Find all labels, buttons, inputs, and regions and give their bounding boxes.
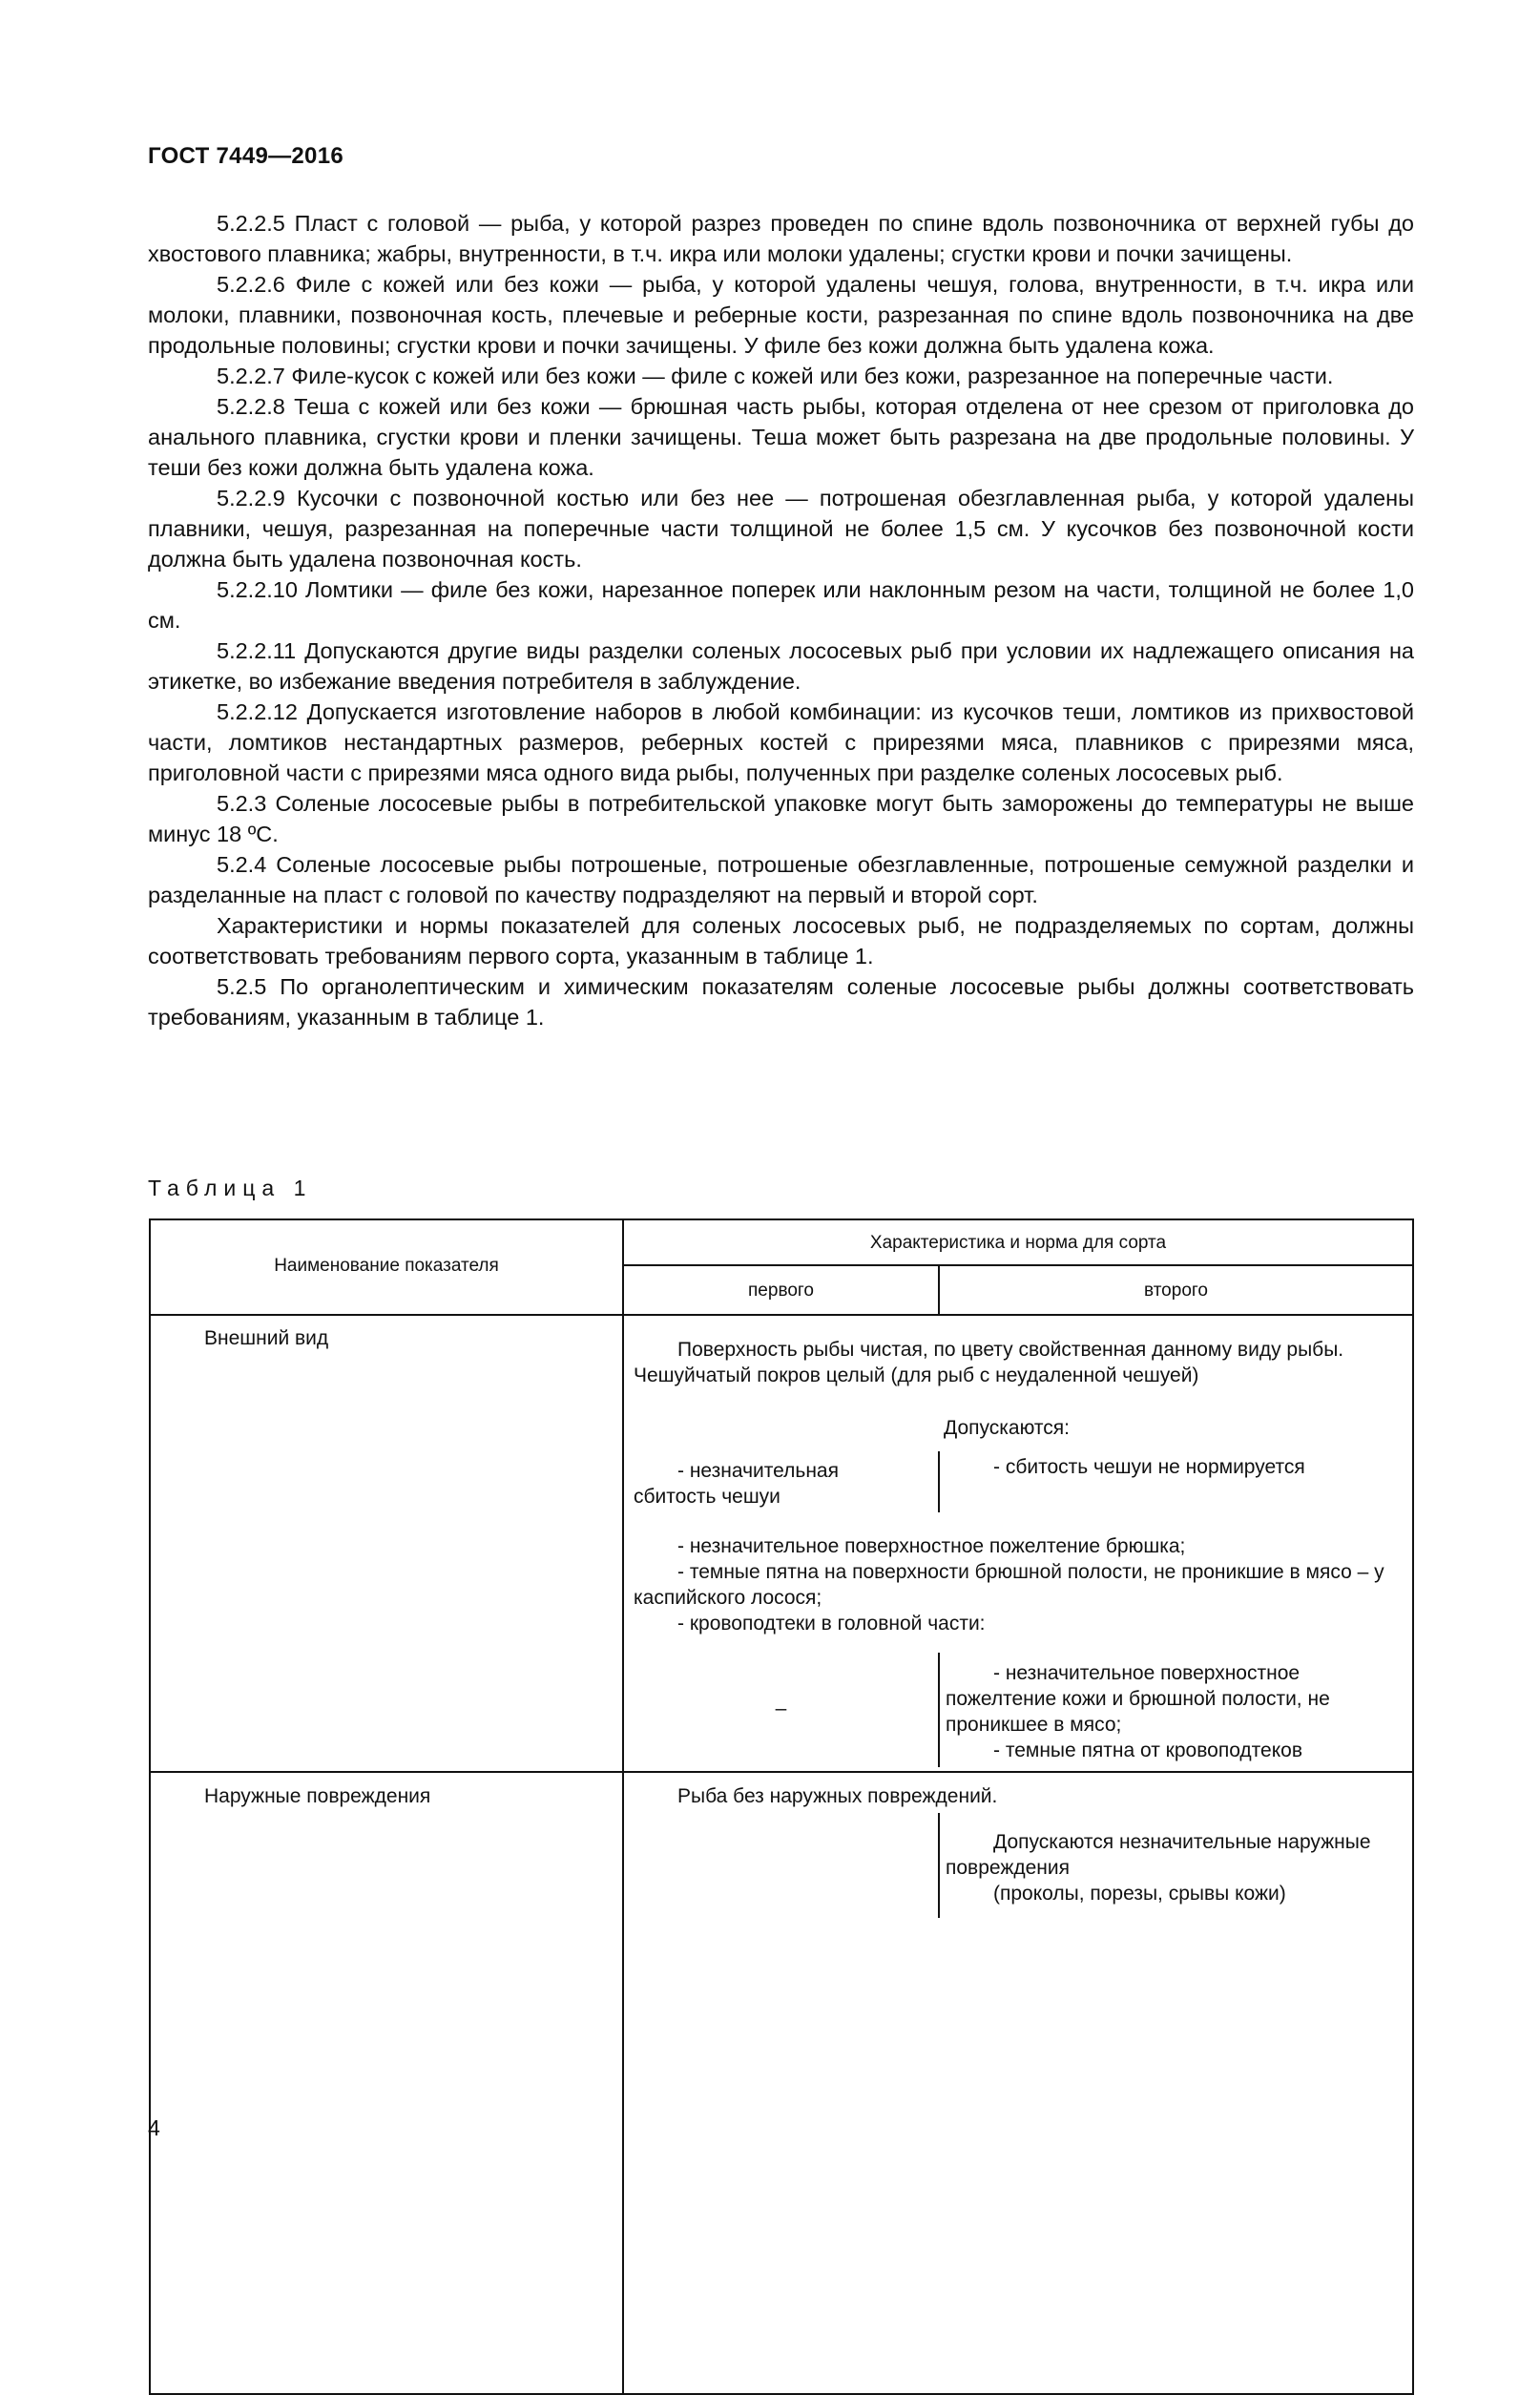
table-border-top <box>149 1218 1414 1220</box>
page-number: 4 <box>148 2115 160 2140</box>
paragraph-5-2-2-5: 5.2.2.5 Пласт с головой — рыба, у которой разрез проведен по спине вдоль позвоночника от верхней губы до хвостового плавника; жабры, внутренности, в т.ч. икра или молоки удалены; сгустки крови и почки зачищены. <box>148 211 1414 266</box>
appearance-both-grades-spots: - темные пятна на поверхности брюшной полости, не проникшие в мясо – у каспийского лосося; <box>634 1561 1384 1609</box>
header-characteristic: Характеристика и норма для сорта <box>869 1233 1167 1253</box>
document-header: ГОСТ 7449—2016 <box>148 143 344 169</box>
header-first-grade: первого <box>748 1281 814 1301</box>
external-damage-second-grade-types: (проколы, порезы, срывы кожи) <box>993 1883 1286 1905</box>
external-damage-both-grades: Рыба без наружных повреждений. <box>677 1785 998 1807</box>
appearance-allowed-label: Допускаются: <box>944 1417 1070 1439</box>
table-1 <box>149 1218 1414 2395</box>
table-border-right <box>1412 1218 1414 2395</box>
appearance-first-grade-dash: – <box>775 1697 787 1719</box>
appearance-second-grade-spots: - темные пятна от кровоподтеков <box>993 1739 1302 1761</box>
appearance-second-grade-scale: - сбитость чешуи не нормируется <box>993 1456 1305 1478</box>
paragraph-5-2-2-7: 5.2.2.7 Филе-кусок с кожей или без кожи — филе с кожей или без кожи, разрезанное на поперечные части. <box>217 364 1334 388</box>
appearance-both-grades-bruises: - кровоподтеки в головной части: <box>677 1613 986 1635</box>
paragraph-5-2-2-12: 5.2.2.12 Допускается изготовление наборов в любой комбинации: из кусочков теши, ломтиков из прихвостовой части, ломтиков нестандартных размеров, реберных костей с прирезями мяса, плавников с прирезями мяса, приголовной части с прирезями мяса одного вида рыбы, полученных при разделке соленых лососевых рыб. <box>148 699 1414 785</box>
header-sub-line <box>622 1264 1414 1266</box>
paragraph-5-2-3: 5.2.3 Соленые лососевые рыбы в потребительской упаковке могут быть заморожены до температуры не выше минус 18 ºС. <box>148 791 1414 846</box>
name-column-divider <box>622 1218 624 2395</box>
row1-divider-a <box>938 1451 940 1512</box>
row-name-external-damage: Наружные повреждения <box>204 1785 431 1807</box>
header-second-grade: второго <box>1144 1281 1208 1301</box>
table-caption: Таблица 1 <box>148 1176 313 1200</box>
row2-divider <box>938 1813 940 1918</box>
row1-divider-b <box>938 1653 940 1767</box>
paragraph-5-2-4: 5.2.4 Соленые лососевые рыбы потрошеные, потрошеные обезглавленные, потрошеные семужной разделки и разделанные на пласт с головой по качеству подразделяют на первый и второй сорт. <box>148 852 1414 907</box>
paragraph-5-2-2-9: 5.2.2.9 Кусочки с позвоночной костью или без нее — потрошеная обезглавленная рыба, у которой удалены плавники, чешуя, разрезанная на поперечные части толщиной не более 1,5 см. У кусочков без позвоночной кости должна быть удалена позвоночная кость. <box>148 486 1414 572</box>
paragraph-5-2-2-11: 5.2.2.11 Допускаются другие виды разделки соленых лососевых рыб при условии их надлежащего описания на этикетке, во избежание введения потребителя в заблуждение. <box>148 638 1414 694</box>
paragraph-5-2-2-10: 5.2.2.10 Ломтики — филе без кожи, нарезанное поперек или наклонным резом на части, толщиной не более 1,0 см. <box>148 577 1414 633</box>
appearance-both-grades-yellowing: - незначительное поверхностное пожелтение брюшка; <box>677 1535 1186 1557</box>
appearance-both-grades-text: Поверхность рыбы чистая, по цвету свойственная данному виду рыбы. Чешуйчатый покров целый (для рыб с неудаленной чешуей) <box>634 1339 1344 1386</box>
paragraph-characteristics: Характеристики и нормы показателей для соленых лососевых рыб, не подразделяемых по сортам, должны соответствовать требованиям первого сорта, указанным в таблице 1. <box>148 913 1414 968</box>
body-text <box>148 208 1414 1032</box>
external-damage-second-grade: Допускаются незначительные наружные повреждения <box>946 1831 1371 1879</box>
row-name-appearance: Внешний вид <box>204 1327 329 1349</box>
paragraph-5-2-5: 5.2.5 По органолептическим и химическим показателям соленые лососевые рыбы должны соответствовать требованиям, указанным в таблице 1. <box>148 974 1414 1030</box>
paragraph-5-2-2-8: 5.2.2.8 Теша с кожей или без кожи — брюшная часть рыбы, которая отделена от нее срезом от приголовка до анального плавника, сгустки крови и пленки зачищены. Теша может быть разрезана на две продольные половины. У теши без кожи должна быть удалена кожа. <box>148 394 1414 480</box>
table-border-left <box>149 1218 151 2395</box>
header-indicator-name: Наименование показателя <box>274 1256 499 1276</box>
appearance-second-grade-yellowing: - незначительное поверхностное пожелтение кожи и брюшной полости, не проникшее в мясо; <box>946 1662 1330 1736</box>
paragraph-5-2-2-6: 5.2.2.6 Филе с кожей или без кожи — рыба, у которой удалены чешуя, голова, внутренности, в т.ч. икра или молоки, плавники, позвоночная кость, плечевые и реберные кости, разрезанная по спине вдоль позвоночника на две продольные половины; сгустки крови и почки зачищены. У филе без кожи должна быть удалена кожа. <box>148 272 1414 358</box>
row-separator <box>149 1771 1414 1773</box>
appearance-first-grade-scale: - незначительная сбитость чешуи <box>634 1460 839 1508</box>
header-bottom-line <box>149 1314 1414 1316</box>
